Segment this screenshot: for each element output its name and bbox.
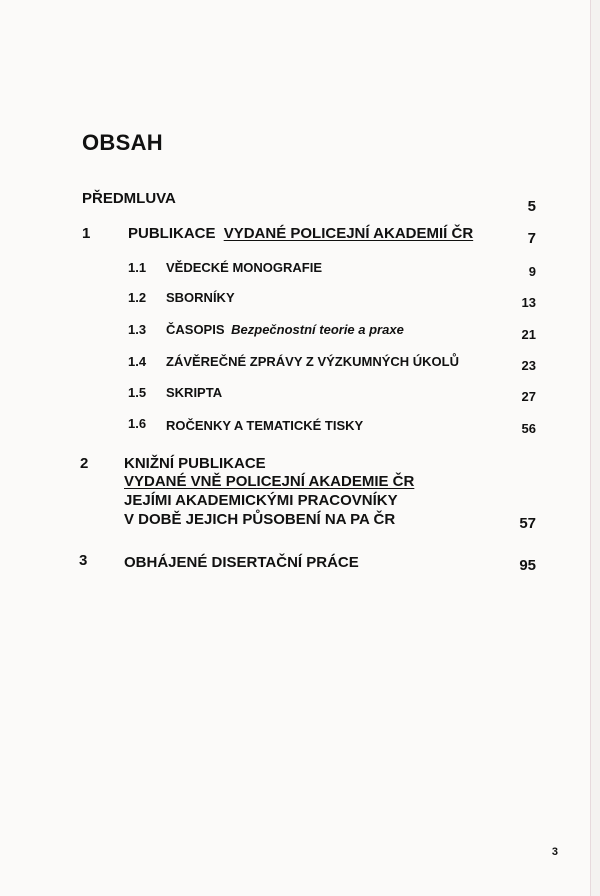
toc-section-1-page: 7 (527, 230, 536, 247)
toc-subsection-1-6-title: ROČENKY A TEMATICKÉ TISKY (166, 418, 364, 433)
toc-subsection-1-6-page: 56 (521, 421, 536, 436)
toc-section-1-number: 1 (82, 225, 91, 242)
toc-subsection-1-3-title-italic: Bezpečnostní teorie a praxe (231, 322, 404, 337)
toc-subsection-1-3-title (166, 322, 404, 337)
toc-subsection-1-5-title: SKRIPTA (166, 385, 223, 400)
toc-subsection-1-2-page: 13 (521, 295, 536, 310)
toc-subsection-1-4-title: ZÁVĚREČNÉ ZPRÁVY Z VÝZKUMNÝCH ÚKOLŮ (166, 354, 460, 369)
toc-section-2-line-1: KNIŽNÍ PUBLIKACE (124, 455, 266, 472)
toc-subsection-1-1-number: 1.1 (128, 260, 147, 275)
toc-preface-label: PŘEDMLUVA (82, 190, 176, 207)
toc-subsection-1-2-number: 1.2 (128, 290, 147, 305)
toc-subsection-1-4-number: 1.4 (128, 354, 147, 369)
toc-subsection-1-4-page: 23 (521, 358, 536, 373)
toc-subsection-1-3-page: 21 (521, 327, 536, 342)
toc-section-3-page: 95 (519, 557, 536, 574)
toc-subsection-1-3-title-plain: ČASOPIS (166, 322, 225, 337)
toc-section-2-line-4: V DOBĚ JEJICH PŮSOBENÍ NA PA ČR (124, 511, 396, 528)
toc-section-2-number: 2 (80, 455, 89, 472)
toc-subsection-1-2-title: SBORNÍKY (166, 290, 235, 305)
toc-section-3-title: OBHÁJENÉ DISERTAČNÍ PRÁCE (124, 554, 359, 571)
toc-subsection-1-5-page: 27 (521, 389, 536, 404)
toc-section-2-line-3: JEJÍMI AKADEMICKÝMI PRACOVNÍKY (124, 492, 398, 509)
toc-subsection-1-1-page: 9 (528, 264, 536, 279)
toc-section-1-title-underlined: VYDANÉ POLICEJNÍ AKADEMIÍ ČR (223, 225, 474, 242)
toc-subsection-1-3-number: 1.3 (128, 322, 147, 337)
toc-section-2-line-2: VYDANÉ VNĚ POLICEJNÍ AKADEMIE ČR (124, 473, 415, 490)
toc-preface-page: 5 (527, 198, 536, 215)
page-title: OBSAH (82, 130, 163, 155)
toc-section-3-number: 3 (79, 552, 88, 569)
toc-subsection-1-6-number: 1.6 (128, 416, 147, 431)
toc-section-2-page: 57 (519, 515, 536, 532)
toc-section-1-title (128, 225, 473, 242)
toc-section-1-title-plain: PUBLIKACE (128, 225, 216, 242)
toc-subsection-1-1-title: VĚDECKÉ MONOGRAFIE (166, 260, 323, 275)
toc-subsection-1-5-number: 1.5 (128, 385, 147, 400)
page-number: 3 (551, 846, 558, 858)
